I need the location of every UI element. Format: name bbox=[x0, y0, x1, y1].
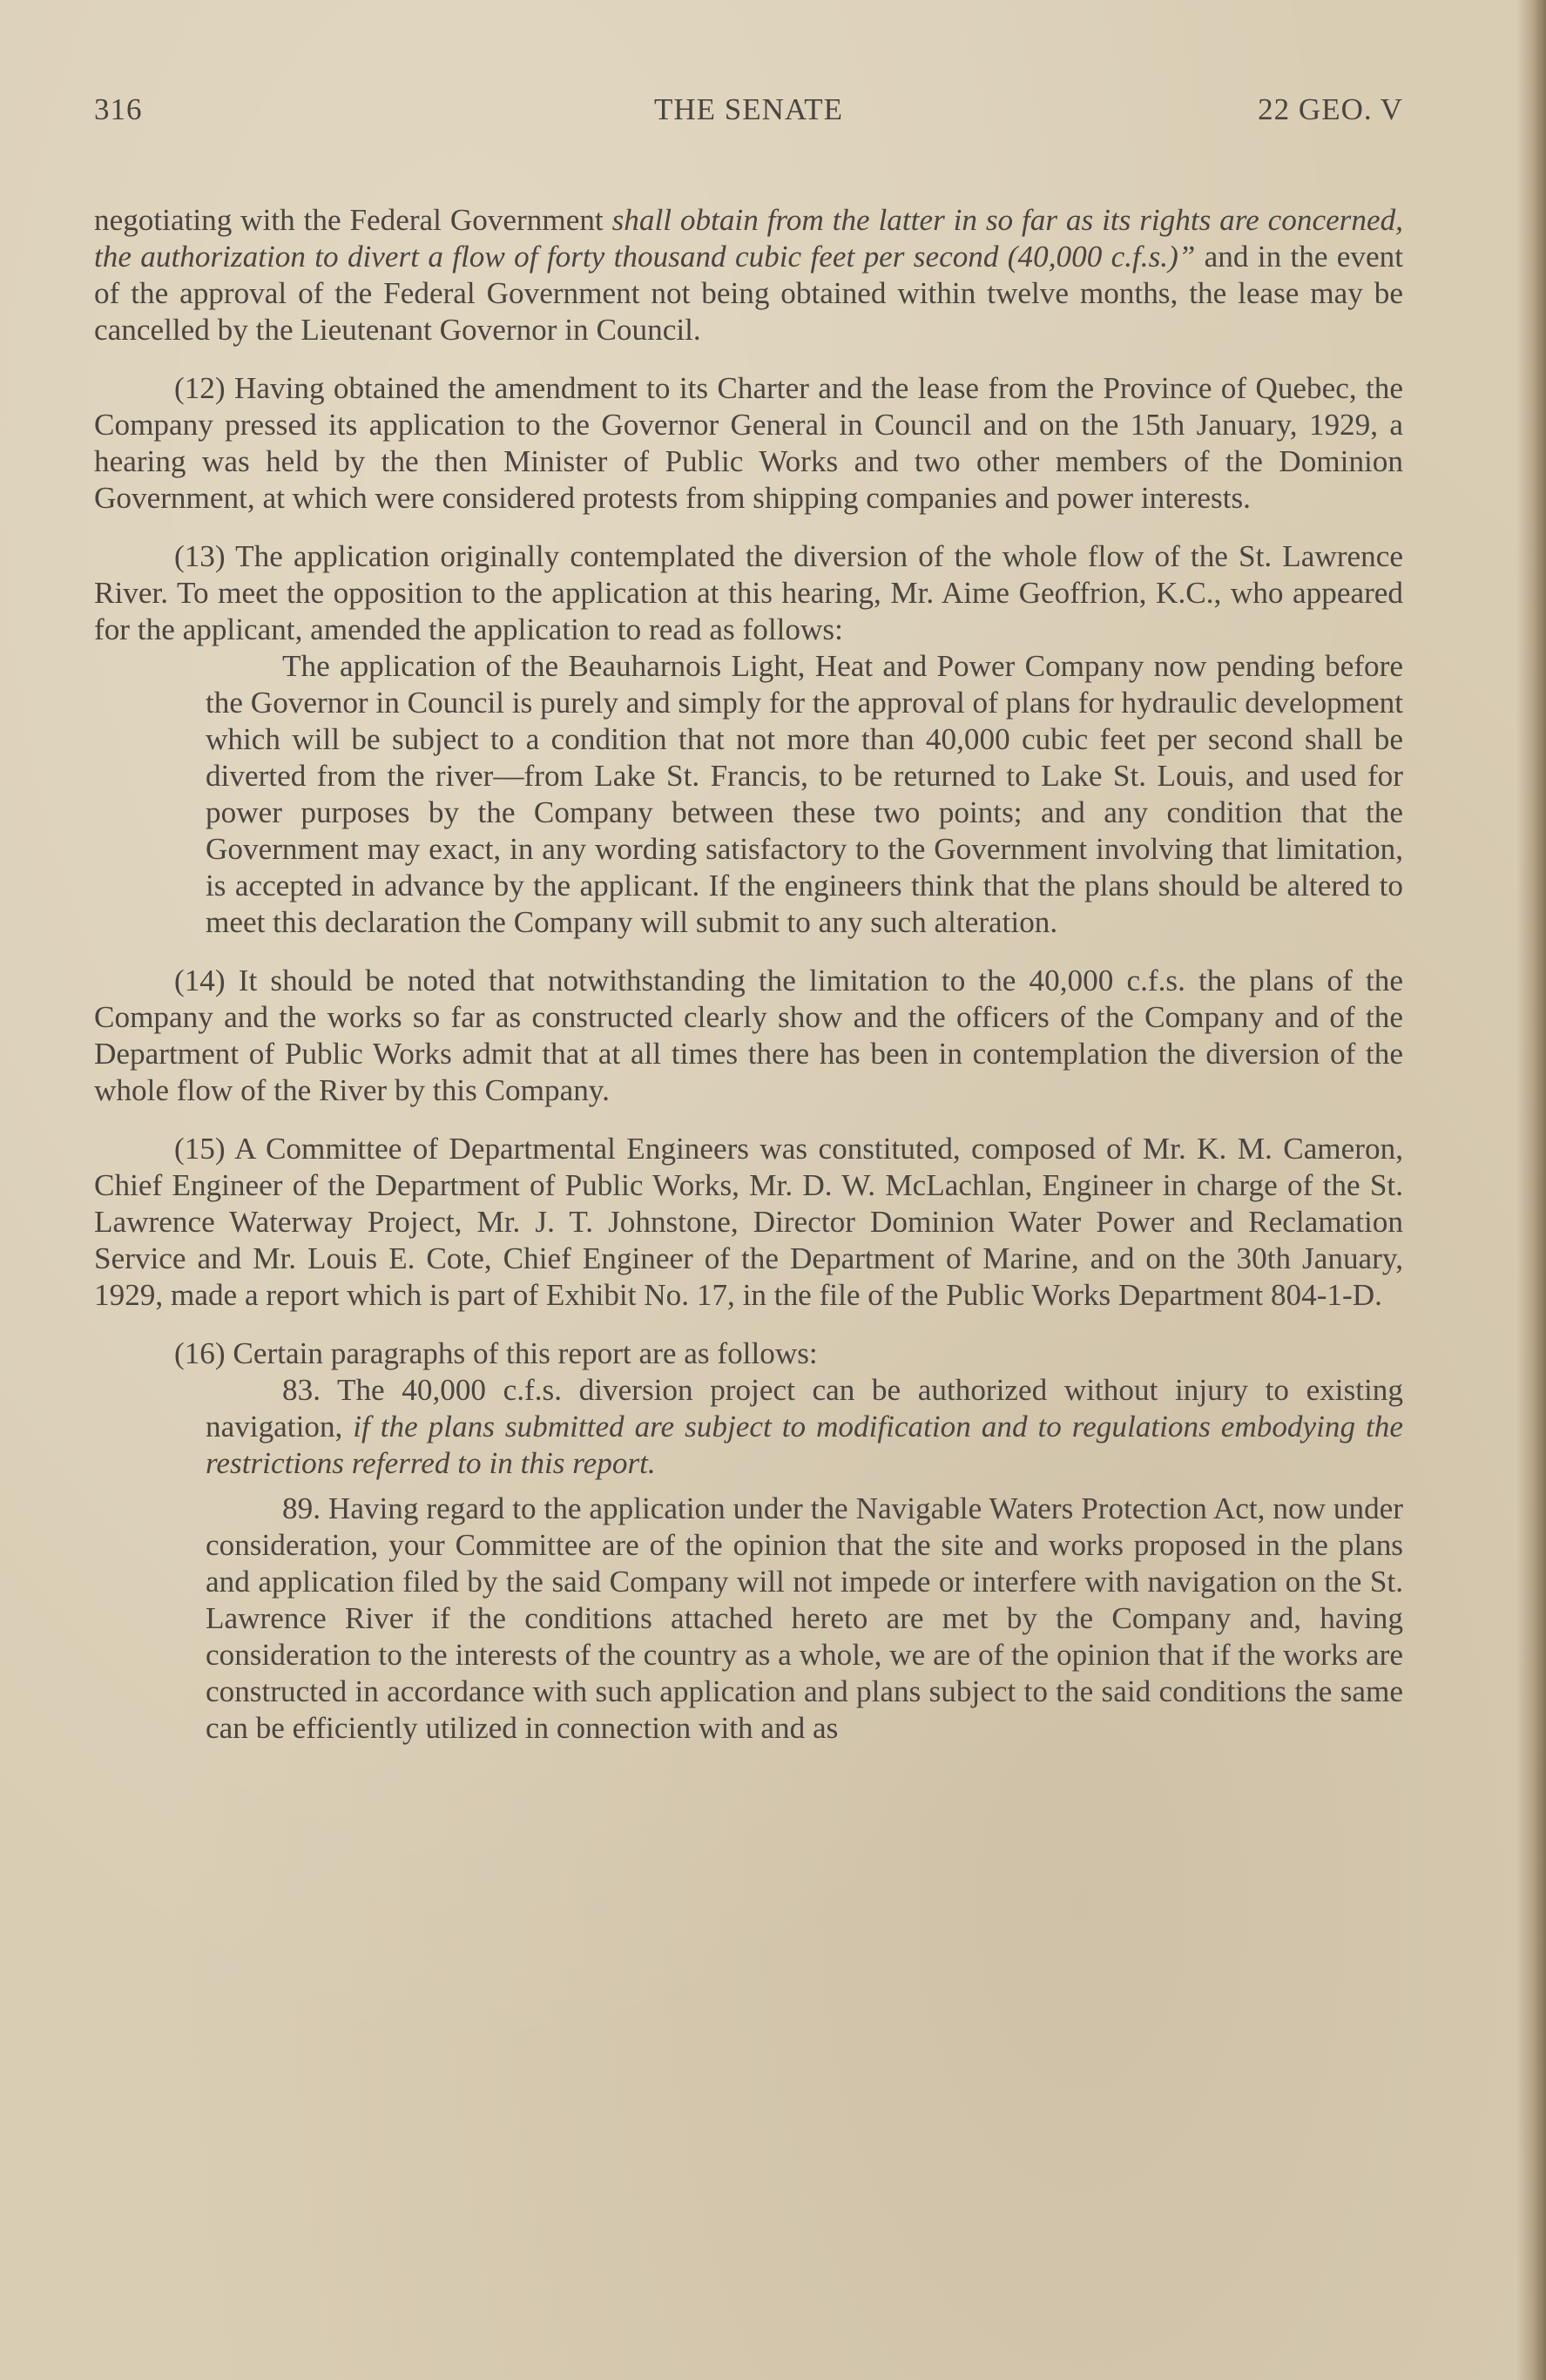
paragraph-13: (13) The application originally contemplated the diversion of the whole flow of the St. Lawrence River. To meet the opposition to the application at this hearing, Mr. Aime Geoffrion, K.C., who appeared for the applicant, amended the application to read as follows: bbox=[94, 539, 1403, 646]
italic-text: if the plans submitted are subject to modification and to regulations embodying the restrictions referred to in this report. bbox=[206, 1410, 1403, 1480]
block-quote-application: The application of the Beauharnois Light, Heat and Power Company now pending before the Governor in Council is purely and simply for the approval of plans for hydraulic development which will be subject to a condition that not more than 40,000 cubic feet per second shall be diverted from the river—from Lake St. Francis, to be returned to Lake St. Louis, and used for power purposes by the Company between these two points; and any condition that the Government may exact, in any wording satisfactory to the Government involving that limitation, is accepted in advance by the applicant. If the engineers think that the plans should be altered to meet this declaration the Company will submit to any such alteration. bbox=[206, 649, 1403, 939]
paragraph-14: (14) It should be noted that notwithstanding the limitation to the 40,000 c.f.s. the plans of the Company and the works so far as constructed clearly show and the officers of the Company and of the Department of Public Works admit that at all times there has been in contemplation the diversion of the whole flow of the River by this Company. bbox=[94, 963, 1403, 1107]
regnal-year: 22 GEO. V bbox=[1258, 92, 1403, 126]
page-edge-shadow bbox=[1516, 0, 1546, 2380]
paragraph-continued bbox=[94, 202, 1403, 348]
block-quote-89: 89. Having regard to the application under the Navigable Waters Protection Act, now under consideration, your Committee are of the opinion that the site and works proposed in the plans and application filed by the said Company will not impede or interfere with navigation on the St. Lawrence River if the conditions attached hereto are met by the Company and, having consideration to the interests of the country as a whole, we are of the opinion that if the works are constructed in accordance with such application and plans subject to the said conditions the same can be efficiently utilized in connection with and as bbox=[206, 1491, 1403, 1745]
block-quote-83 bbox=[206, 1372, 1403, 1482]
running-title: THE SENATE bbox=[653, 92, 844, 126]
paragraph-12: (12) Having obtained the amendment to its Charter and the lease from the Province of Quebec, the Company pressed its application to the Governor General in Council and on the 15th January, 1929, a hearing was held by the then Minister of Public Works and two other members of the Dominion Government, at which were considered protests from shipping companies and power interests. bbox=[94, 371, 1403, 515]
page-number: 316 bbox=[94, 92, 143, 126]
paragraph-text: negotiating with the Federal Government bbox=[94, 203, 612, 237]
paragraph-15: (15) A Committee of Departmental Engineers was constituted, composed of Mr. K. M. Cameron, Chief Engineer of the Department of Public Works, Mr. D. W. McLachlan, Engineer in charge of the St. Lawrence Waterway Project, Mr. J. T. Johnstone, Director Dominion Water Power and Reclamation Service and Mr. Louis E. Cote, Chief Engineer of the Department of Marine, and on the 30th January, 1929, made a report which is part of Exhibit No. 17, in the file of the Public Works Department 804-1-D. bbox=[94, 1132, 1403, 1312]
body-text bbox=[94, 202, 1403, 1747]
document-page bbox=[94, 0, 1403, 2380]
paragraph-16: (16) Certain paragraphs of this report are as follows: bbox=[174, 1336, 818, 1370]
running-header bbox=[94, 92, 1403, 131]
paragraph-text: and in the event of the approval of the Federal Government not being obtained within twelve months, the lease may be cancelled by the Lieutenant Governor in Council. bbox=[94, 240, 1403, 347]
italic-text: shall obtain from the latter in so far as its rights are concerned, the authorization to divert a flow of forty thousand cubic feet per second (40,000 c.f.s.)” bbox=[94, 203, 1403, 274]
quote-text: 83. The 40,000 c.f.s. diversion project can be authorized without injury to existing navigation, bbox=[206, 1373, 1403, 1444]
